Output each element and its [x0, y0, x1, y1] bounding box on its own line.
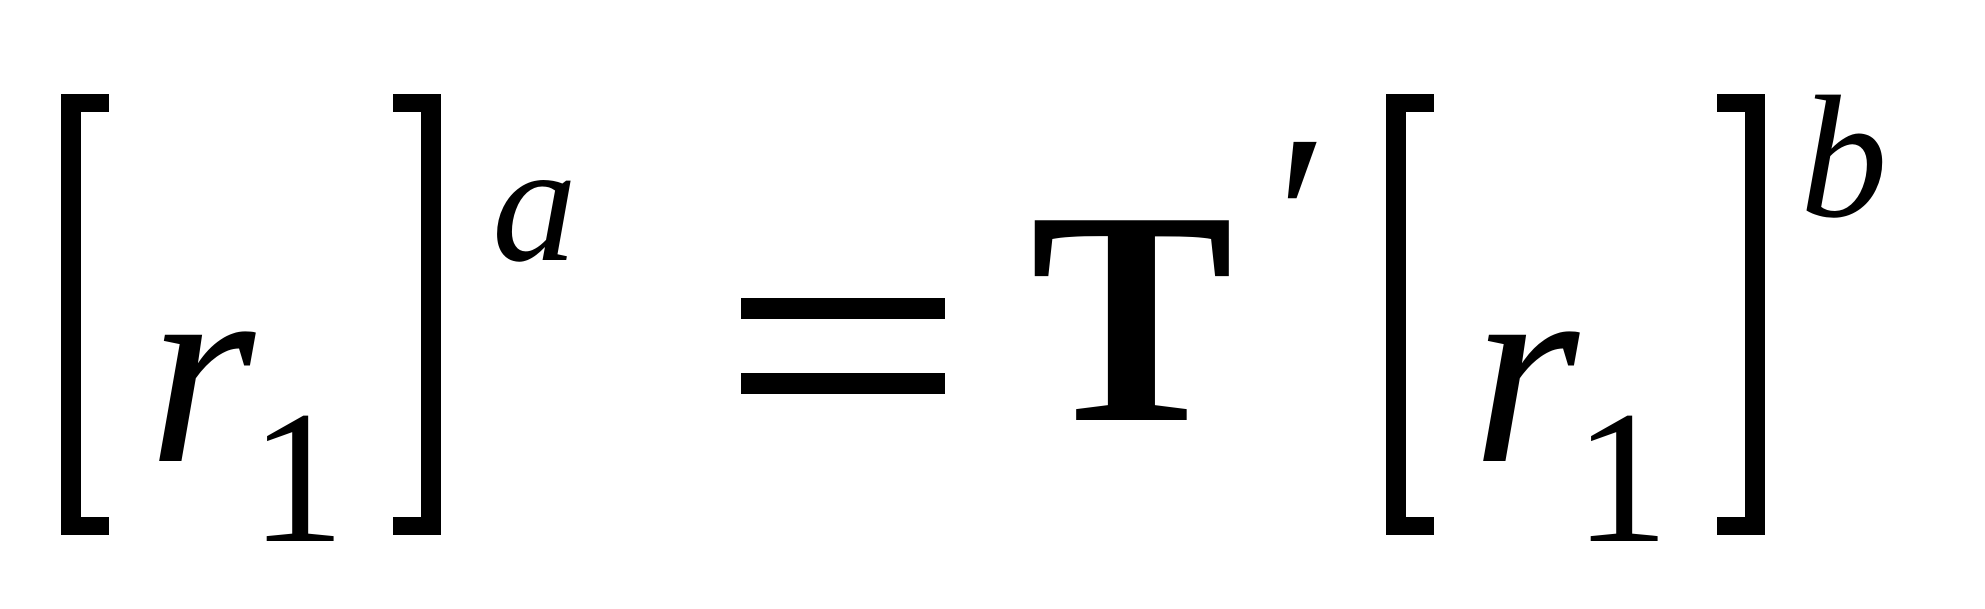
rhs-superscript-b: b [1800, 60, 1888, 254]
lhs-variable-r: r [148, 217, 256, 521]
equals-bar-bottom [741, 373, 945, 394]
rhs-close-bracket [1717, 94, 1765, 535]
rhs-operator-T: T [1030, 148, 1234, 486]
rhs-variable-r: r [1472, 217, 1580, 521]
rhs-operator-prime: ′ [1276, 85, 1329, 351]
lhs-close-bracket [393, 94, 441, 535]
rhs-subscript-1: 1 [1574, 373, 1669, 583]
lhs-open-bracket [61, 94, 109, 535]
equals-bar-top [741, 298, 945, 319]
lhs-subscript-1: 1 [250, 373, 345, 583]
lhs-superscript-a: a [492, 109, 577, 297]
rhs-open-bracket [1386, 94, 1434, 535]
